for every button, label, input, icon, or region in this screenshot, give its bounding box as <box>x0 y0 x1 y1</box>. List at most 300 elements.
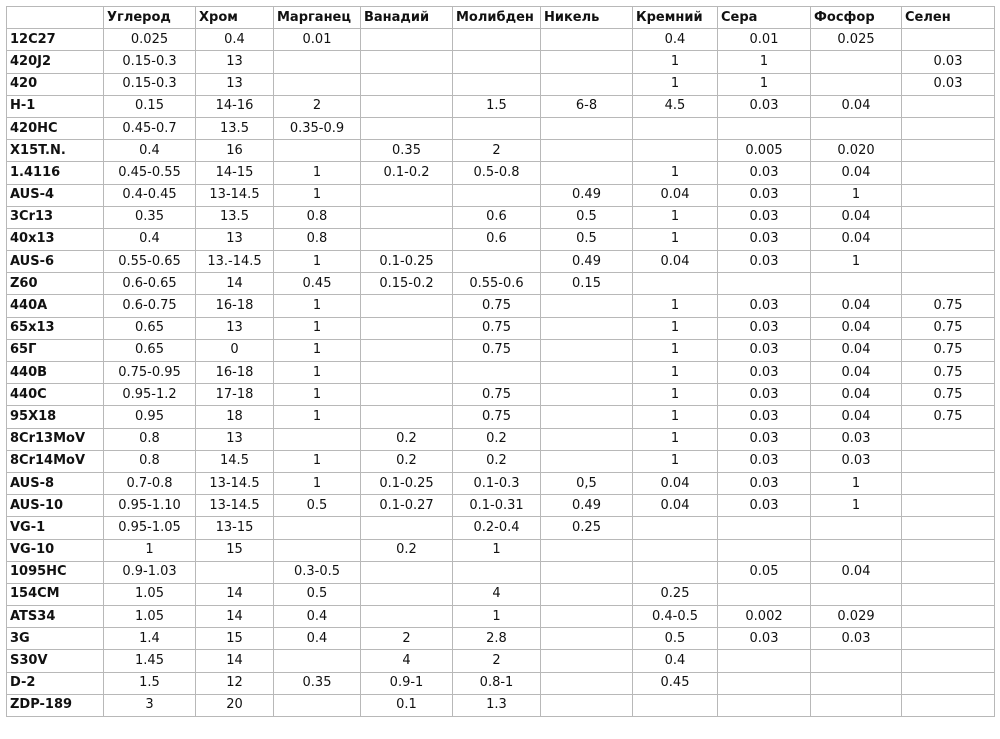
cell-silicon: 1 <box>633 339 718 361</box>
cell-carbon: 0.4-0.45 <box>104 184 196 206</box>
table-row <box>7 561 995 583</box>
steel-grade-cell: 65x13 <box>7 317 104 339</box>
cell-nickel <box>541 694 633 716</box>
cell-chromium: 14 <box>196 606 274 628</box>
cell-sulfur: 0.03 <box>718 428 811 450</box>
cell-vanadium <box>361 73 453 95</box>
cell-vanadium: 0.2 <box>361 428 453 450</box>
cell-phosphorus: 1 <box>811 251 902 273</box>
table-row <box>7 51 995 73</box>
steel-grade-cell: AUS-8 <box>7 472 104 494</box>
cell-vanadium <box>361 29 453 51</box>
cell-selenium: 0.75 <box>902 362 995 384</box>
cell-silicon: 1 <box>633 384 718 406</box>
cell-manganese: 0.45 <box>274 273 361 295</box>
cell-sulfur: 0.03 <box>718 362 811 384</box>
cell-silicon: 0.4-0.5 <box>633 606 718 628</box>
cell-nickel: 0,5 <box>541 472 633 494</box>
steel-grade-cell: 3G <box>7 628 104 650</box>
column-header-molybdenum: Молибден <box>453 7 541 29</box>
cell-phosphorus: 1 <box>811 495 902 517</box>
cell-silicon: 1 <box>633 450 718 472</box>
cell-carbon: 1.5 <box>104 672 196 694</box>
cell-manganese: 2 <box>274 95 361 117</box>
table-row <box>7 317 995 339</box>
cell-manganese: 0.01 <box>274 29 361 51</box>
cell-phosphorus: 1 <box>811 472 902 494</box>
table-row <box>7 694 995 716</box>
cell-chromium: 13 <box>196 73 274 95</box>
table-row <box>7 184 995 206</box>
cell-nickel <box>541 583 633 605</box>
cell-selenium <box>902 117 995 139</box>
table-row <box>7 95 995 117</box>
cell-vanadium: 0.2 <box>361 539 453 561</box>
cell-nickel: 0.49 <box>541 184 633 206</box>
cell-chromium: 13 <box>196 228 274 250</box>
cell-carbon: 0.45-0.7 <box>104 117 196 139</box>
cell-selenium <box>902 251 995 273</box>
cell-vanadium <box>361 184 453 206</box>
cell-sulfur <box>718 650 811 672</box>
cell-phosphorus: 0.025 <box>811 29 902 51</box>
cell-carbon: 0.15 <box>104 95 196 117</box>
cell-selenium <box>902 672 995 694</box>
cell-manganese <box>274 428 361 450</box>
cell-phosphorus: 0.04 <box>811 362 902 384</box>
cell-manganese: 0.35 <box>274 672 361 694</box>
cell-silicon: 1 <box>633 295 718 317</box>
cell-manganese: 1 <box>274 162 361 184</box>
cell-silicon: 0.25 <box>633 583 718 605</box>
cell-molybdenum: 1.3 <box>453 694 541 716</box>
cell-sulfur: 0.03 <box>718 317 811 339</box>
steel-grade-cell: 65Г <box>7 339 104 361</box>
cell-phosphorus <box>811 517 902 539</box>
cell-phosphorus <box>811 51 902 73</box>
cell-vanadium <box>361 606 453 628</box>
cell-silicon: 0.45 <box>633 672 718 694</box>
table-row <box>7 539 995 561</box>
table-row <box>7 295 995 317</box>
cell-phosphorus <box>811 273 902 295</box>
cell-nickel <box>541 406 633 428</box>
cell-chromium: 12 <box>196 672 274 694</box>
cell-chromium: 13.5 <box>196 117 274 139</box>
cell-chromium: 13-14.5 <box>196 495 274 517</box>
cell-carbon: 0.8 <box>104 428 196 450</box>
cell-molybdenum: 0.2 <box>453 450 541 472</box>
table-row <box>7 384 995 406</box>
cell-vanadium: 0.35 <box>361 140 453 162</box>
cell-vanadium: 0.1 <box>361 694 453 716</box>
cell-vanadium <box>361 406 453 428</box>
cell-carbon: 0.7-0.8 <box>104 472 196 494</box>
cell-silicon: 0.04 <box>633 472 718 494</box>
cell-manganese: 0.4 <box>274 606 361 628</box>
table-row <box>7 628 995 650</box>
cell-carbon: 0.6-0.75 <box>104 295 196 317</box>
cell-nickel <box>541 628 633 650</box>
cell-carbon: 1 <box>104 539 196 561</box>
cell-sulfur: 0.03 <box>718 384 811 406</box>
cell-carbon: 0.65 <box>104 317 196 339</box>
cell-carbon: 1.4 <box>104 628 196 650</box>
cell-vanadium: 0.1-0.2 <box>361 162 453 184</box>
cell-silicon: 1 <box>633 228 718 250</box>
cell-silicon: 0.4 <box>633 29 718 51</box>
table-row <box>7 73 995 95</box>
cell-manganese: 0.8 <box>274 206 361 228</box>
cell-manganese: 0.5 <box>274 495 361 517</box>
cell-vanadium <box>361 583 453 605</box>
cell-vanadium <box>361 228 453 250</box>
table-row <box>7 251 995 273</box>
column-header-phosphorus: Фосфор <box>811 7 902 29</box>
cell-molybdenum <box>453 29 541 51</box>
cell-silicon <box>633 517 718 539</box>
table-row <box>7 428 995 450</box>
cell-manganese: 1 <box>274 384 361 406</box>
cell-chromium: 0.4 <box>196 29 274 51</box>
cell-sulfur: 0.03 <box>718 184 811 206</box>
cell-phosphorus <box>811 650 902 672</box>
cell-silicon <box>633 561 718 583</box>
cell-manganese <box>274 694 361 716</box>
cell-selenium <box>902 162 995 184</box>
cell-chromium: 14.5 <box>196 450 274 472</box>
table-row <box>7 672 995 694</box>
cell-phosphorus: 0.03 <box>811 628 902 650</box>
cell-nickel: 0.25 <box>541 517 633 539</box>
cell-carbon: 0.45-0.55 <box>104 162 196 184</box>
cell-sulfur <box>718 273 811 295</box>
cell-selenium: 0.75 <box>902 317 995 339</box>
cell-vanadium: 0.15-0.2 <box>361 273 453 295</box>
cell-vanadium <box>361 117 453 139</box>
cell-phosphorus: 0.04 <box>811 561 902 583</box>
cell-nickel <box>541 339 633 361</box>
steel-grade-cell: 1.4116 <box>7 162 104 184</box>
cell-manganese: 0.8 <box>274 228 361 250</box>
cell-silicon <box>633 117 718 139</box>
cell-selenium <box>902 228 995 250</box>
cell-carbon: 0.15-0.3 <box>104 51 196 73</box>
cell-selenium <box>902 29 995 51</box>
cell-phosphorus: 0.04 <box>811 95 902 117</box>
cell-manganese: 1 <box>274 362 361 384</box>
cell-phosphorus <box>811 672 902 694</box>
cell-phosphorus: 0.029 <box>811 606 902 628</box>
cell-nickel <box>541 672 633 694</box>
cell-nickel <box>541 73 633 95</box>
column-header-chromium: Хром <box>196 7 274 29</box>
table-row <box>7 406 995 428</box>
cell-sulfur: 0.03 <box>718 628 811 650</box>
cell-sulfur: 1 <box>718 73 811 95</box>
cell-sulfur: 0.03 <box>718 406 811 428</box>
cell-carbon: 0.35 <box>104 206 196 228</box>
cell-phosphorus: 0.04 <box>811 406 902 428</box>
cell-nickel <box>541 29 633 51</box>
cell-molybdenum: 2.8 <box>453 628 541 650</box>
cell-manganese <box>274 140 361 162</box>
cell-nickel <box>541 317 633 339</box>
cell-chromium: 14 <box>196 650 274 672</box>
cell-molybdenum: 1.5 <box>453 95 541 117</box>
cell-selenium: 0.75 <box>902 339 995 361</box>
cell-selenium <box>902 273 995 295</box>
cell-nickel: 0.49 <box>541 251 633 273</box>
cell-chromium <box>196 561 274 583</box>
cell-silicon: 1 <box>633 428 718 450</box>
steel-grade-cell: 420 <box>7 73 104 95</box>
cell-phosphorus: 0.03 <box>811 450 902 472</box>
cell-chromium: 13.5 <box>196 206 274 228</box>
cell-silicon: 1 <box>633 51 718 73</box>
cell-vanadium <box>361 206 453 228</box>
cell-phosphorus: 0.020 <box>811 140 902 162</box>
cell-vanadium <box>361 561 453 583</box>
cell-phosphorus <box>811 117 902 139</box>
cell-sulfur: 0.01 <box>718 29 811 51</box>
cell-molybdenum: 4 <box>453 583 541 605</box>
cell-chromium: 18 <box>196 406 274 428</box>
cell-sulfur: 0.005 <box>718 140 811 162</box>
cell-selenium <box>902 450 995 472</box>
cell-carbon: 0.95-1.2 <box>104 384 196 406</box>
cell-selenium <box>902 650 995 672</box>
column-header-silicon: Кремний <box>633 7 718 29</box>
table-row <box>7 339 995 361</box>
table-row <box>7 117 995 139</box>
cell-molybdenum: 0.1-0.3 <box>453 472 541 494</box>
cell-molybdenum <box>453 51 541 73</box>
cell-silicon: 0.4 <box>633 650 718 672</box>
cell-manganese: 1 <box>274 184 361 206</box>
cell-nickel <box>541 428 633 450</box>
table-row <box>7 583 995 605</box>
cell-manganese: 1 <box>274 251 361 273</box>
cell-carbon: 0.55-0.65 <box>104 251 196 273</box>
cell-chromium: 15 <box>196 539 274 561</box>
cell-sulfur <box>718 583 811 605</box>
cell-chromium: 16-18 <box>196 295 274 317</box>
cell-molybdenum: 1 <box>453 539 541 561</box>
column-header-sulfur: Сера <box>718 7 811 29</box>
cell-selenium <box>902 606 995 628</box>
column-header-manganese: Марганец <box>274 7 361 29</box>
cell-vanadium <box>361 95 453 117</box>
cell-silicon: 1 <box>633 406 718 428</box>
table-row <box>7 162 995 184</box>
cell-nickel <box>541 162 633 184</box>
cell-manganese: 0.4 <box>274 628 361 650</box>
column-header-carbon: Углерод <box>104 7 196 29</box>
cell-molybdenum: 2 <box>453 140 541 162</box>
cell-selenium <box>902 140 995 162</box>
cell-carbon: 1.05 <box>104 606 196 628</box>
cell-nickel <box>541 561 633 583</box>
cell-molybdenum <box>453 117 541 139</box>
cell-phosphorus <box>811 583 902 605</box>
cell-nickel: 0.5 <box>541 228 633 250</box>
cell-molybdenum <box>453 362 541 384</box>
cell-silicon: 0.5 <box>633 628 718 650</box>
table-row <box>7 650 995 672</box>
cell-selenium <box>902 517 995 539</box>
cell-nickel <box>541 117 633 139</box>
table-row <box>7 29 995 51</box>
cell-selenium <box>902 694 995 716</box>
cell-chromium: 14-16 <box>196 95 274 117</box>
cell-manganese <box>274 73 361 95</box>
column-header-vanadium: Ванадий <box>361 7 453 29</box>
cell-selenium <box>902 428 995 450</box>
cell-silicon: 1 <box>633 317 718 339</box>
cell-molybdenum: 0.75 <box>453 406 541 428</box>
cell-chromium: 13 <box>196 317 274 339</box>
cell-selenium: 0.75 <box>902 406 995 428</box>
cell-sulfur <box>718 694 811 716</box>
cell-silicon <box>633 273 718 295</box>
cell-sulfur <box>718 672 811 694</box>
cell-sulfur <box>718 117 811 139</box>
cell-manganese: 0.3-0.5 <box>274 561 361 583</box>
cell-sulfur: 0.03 <box>718 206 811 228</box>
cell-nickel <box>541 384 633 406</box>
steel-grade-cell: 8Cr14MoV <box>7 450 104 472</box>
table-row <box>7 606 995 628</box>
steel-grade-cell: 154CM <box>7 583 104 605</box>
cell-silicon: 1 <box>633 162 718 184</box>
cell-molybdenum <box>453 561 541 583</box>
cell-nickel: 0.15 <box>541 273 633 295</box>
cell-selenium <box>902 539 995 561</box>
cell-manganese: 0.35-0.9 <box>274 117 361 139</box>
cell-carbon: 0.6-0.65 <box>104 273 196 295</box>
cell-vanadium <box>361 295 453 317</box>
cell-molybdenum: 0.75 <box>453 384 541 406</box>
cell-silicon <box>633 539 718 561</box>
cell-chromium: 13-15 <box>196 517 274 539</box>
cell-carbon: 0.9-1.03 <box>104 561 196 583</box>
cell-vanadium <box>361 339 453 361</box>
cell-vanadium <box>361 362 453 384</box>
steel-grade-cell: AUS-10 <box>7 495 104 517</box>
table-row <box>7 517 995 539</box>
cell-silicon: 1 <box>633 73 718 95</box>
column-header-grade <box>7 7 104 29</box>
cell-chromium: 16-18 <box>196 362 274 384</box>
cell-selenium <box>902 206 995 228</box>
steel-grade-cell: 440A <box>7 295 104 317</box>
cell-silicon: 0.04 <box>633 251 718 273</box>
cell-selenium <box>902 583 995 605</box>
cell-carbon: 0.95-1.05 <box>104 517 196 539</box>
cell-manganese: 1 <box>274 406 361 428</box>
cell-vanadium: 4 <box>361 650 453 672</box>
cell-molybdenum: 0.75 <box>453 317 541 339</box>
cell-phosphorus: 0.04 <box>811 317 902 339</box>
cell-chromium: 14 <box>196 273 274 295</box>
cell-silicon: 0.04 <box>633 184 718 206</box>
steel-grade-cell: AUS-4 <box>7 184 104 206</box>
cell-manganese <box>274 539 361 561</box>
steel-grade-cell: 1095HC <box>7 561 104 583</box>
cell-sulfur: 0.03 <box>718 228 811 250</box>
cell-carbon: 0.75-0.95 <box>104 362 196 384</box>
cell-molybdenum: 0.2-0.4 <box>453 517 541 539</box>
cell-nickel <box>541 295 633 317</box>
cell-molybdenum: 2 <box>453 650 541 672</box>
cell-molybdenum: 0.6 <box>453 206 541 228</box>
steel-grade-cell: 40x13 <box>7 228 104 250</box>
cell-molybdenum: 0.75 <box>453 295 541 317</box>
table-row <box>7 206 995 228</box>
cell-carbon: 0.65 <box>104 339 196 361</box>
table-row <box>7 472 995 494</box>
steel-grade-cell: S30V <box>7 650 104 672</box>
cell-molybdenum: 0.1-0.31 <box>453 495 541 517</box>
cell-vanadium <box>361 51 453 73</box>
cell-chromium: 0 <box>196 339 274 361</box>
cell-phosphorus: 1 <box>811 184 902 206</box>
steel-grade-cell: 440C <box>7 384 104 406</box>
steel-grade-cell: 95X18 <box>7 406 104 428</box>
cell-nickel <box>541 51 633 73</box>
cell-silicon: 0.04 <box>633 495 718 517</box>
cell-phosphorus: 0.04 <box>811 295 902 317</box>
cell-sulfur: 0.03 <box>718 251 811 273</box>
cell-chromium: 13-14.5 <box>196 184 274 206</box>
steel-grade-cell: 8Cr13MoV <box>7 428 104 450</box>
cell-sulfur: 0.03 <box>718 162 811 184</box>
cell-sulfur <box>718 539 811 561</box>
cell-nickel <box>541 539 633 561</box>
cell-carbon: 1.05 <box>104 583 196 605</box>
cell-molybdenum: 0.8-1 <box>453 672 541 694</box>
cell-molybdenum: 0.75 <box>453 339 541 361</box>
cell-manganese: 0.5 <box>274 583 361 605</box>
cell-sulfur: 0.002 <box>718 606 811 628</box>
cell-chromium: 20 <box>196 694 274 716</box>
cell-phosphorus: 0.03 <box>811 428 902 450</box>
cell-selenium: 0.03 <box>902 51 995 73</box>
cell-chromium: 16 <box>196 140 274 162</box>
cell-manganese: 1 <box>274 295 361 317</box>
steel-grade-cell: ZDP-189 <box>7 694 104 716</box>
cell-carbon: 0.95-1.10 <box>104 495 196 517</box>
cell-nickel <box>541 606 633 628</box>
steel-grade-cell: 420J2 <box>7 51 104 73</box>
cell-vanadium <box>361 517 453 539</box>
cell-molybdenum <box>453 184 541 206</box>
cell-carbon: 1.45 <box>104 650 196 672</box>
cell-selenium <box>902 628 995 650</box>
cell-manganese <box>274 650 361 672</box>
cell-sulfur: 0.03 <box>718 495 811 517</box>
cell-molybdenum: 1 <box>453 606 541 628</box>
cell-molybdenum <box>453 73 541 95</box>
cell-carbon: 0.15-0.3 <box>104 73 196 95</box>
cell-vanadium <box>361 317 453 339</box>
cell-sulfur: 0.03 <box>718 450 811 472</box>
steel-grade-cell: ATS34 <box>7 606 104 628</box>
cell-vanadium: 2 <box>361 628 453 650</box>
cell-phosphorus: 0.04 <box>811 384 902 406</box>
cell-phosphorus <box>811 73 902 95</box>
